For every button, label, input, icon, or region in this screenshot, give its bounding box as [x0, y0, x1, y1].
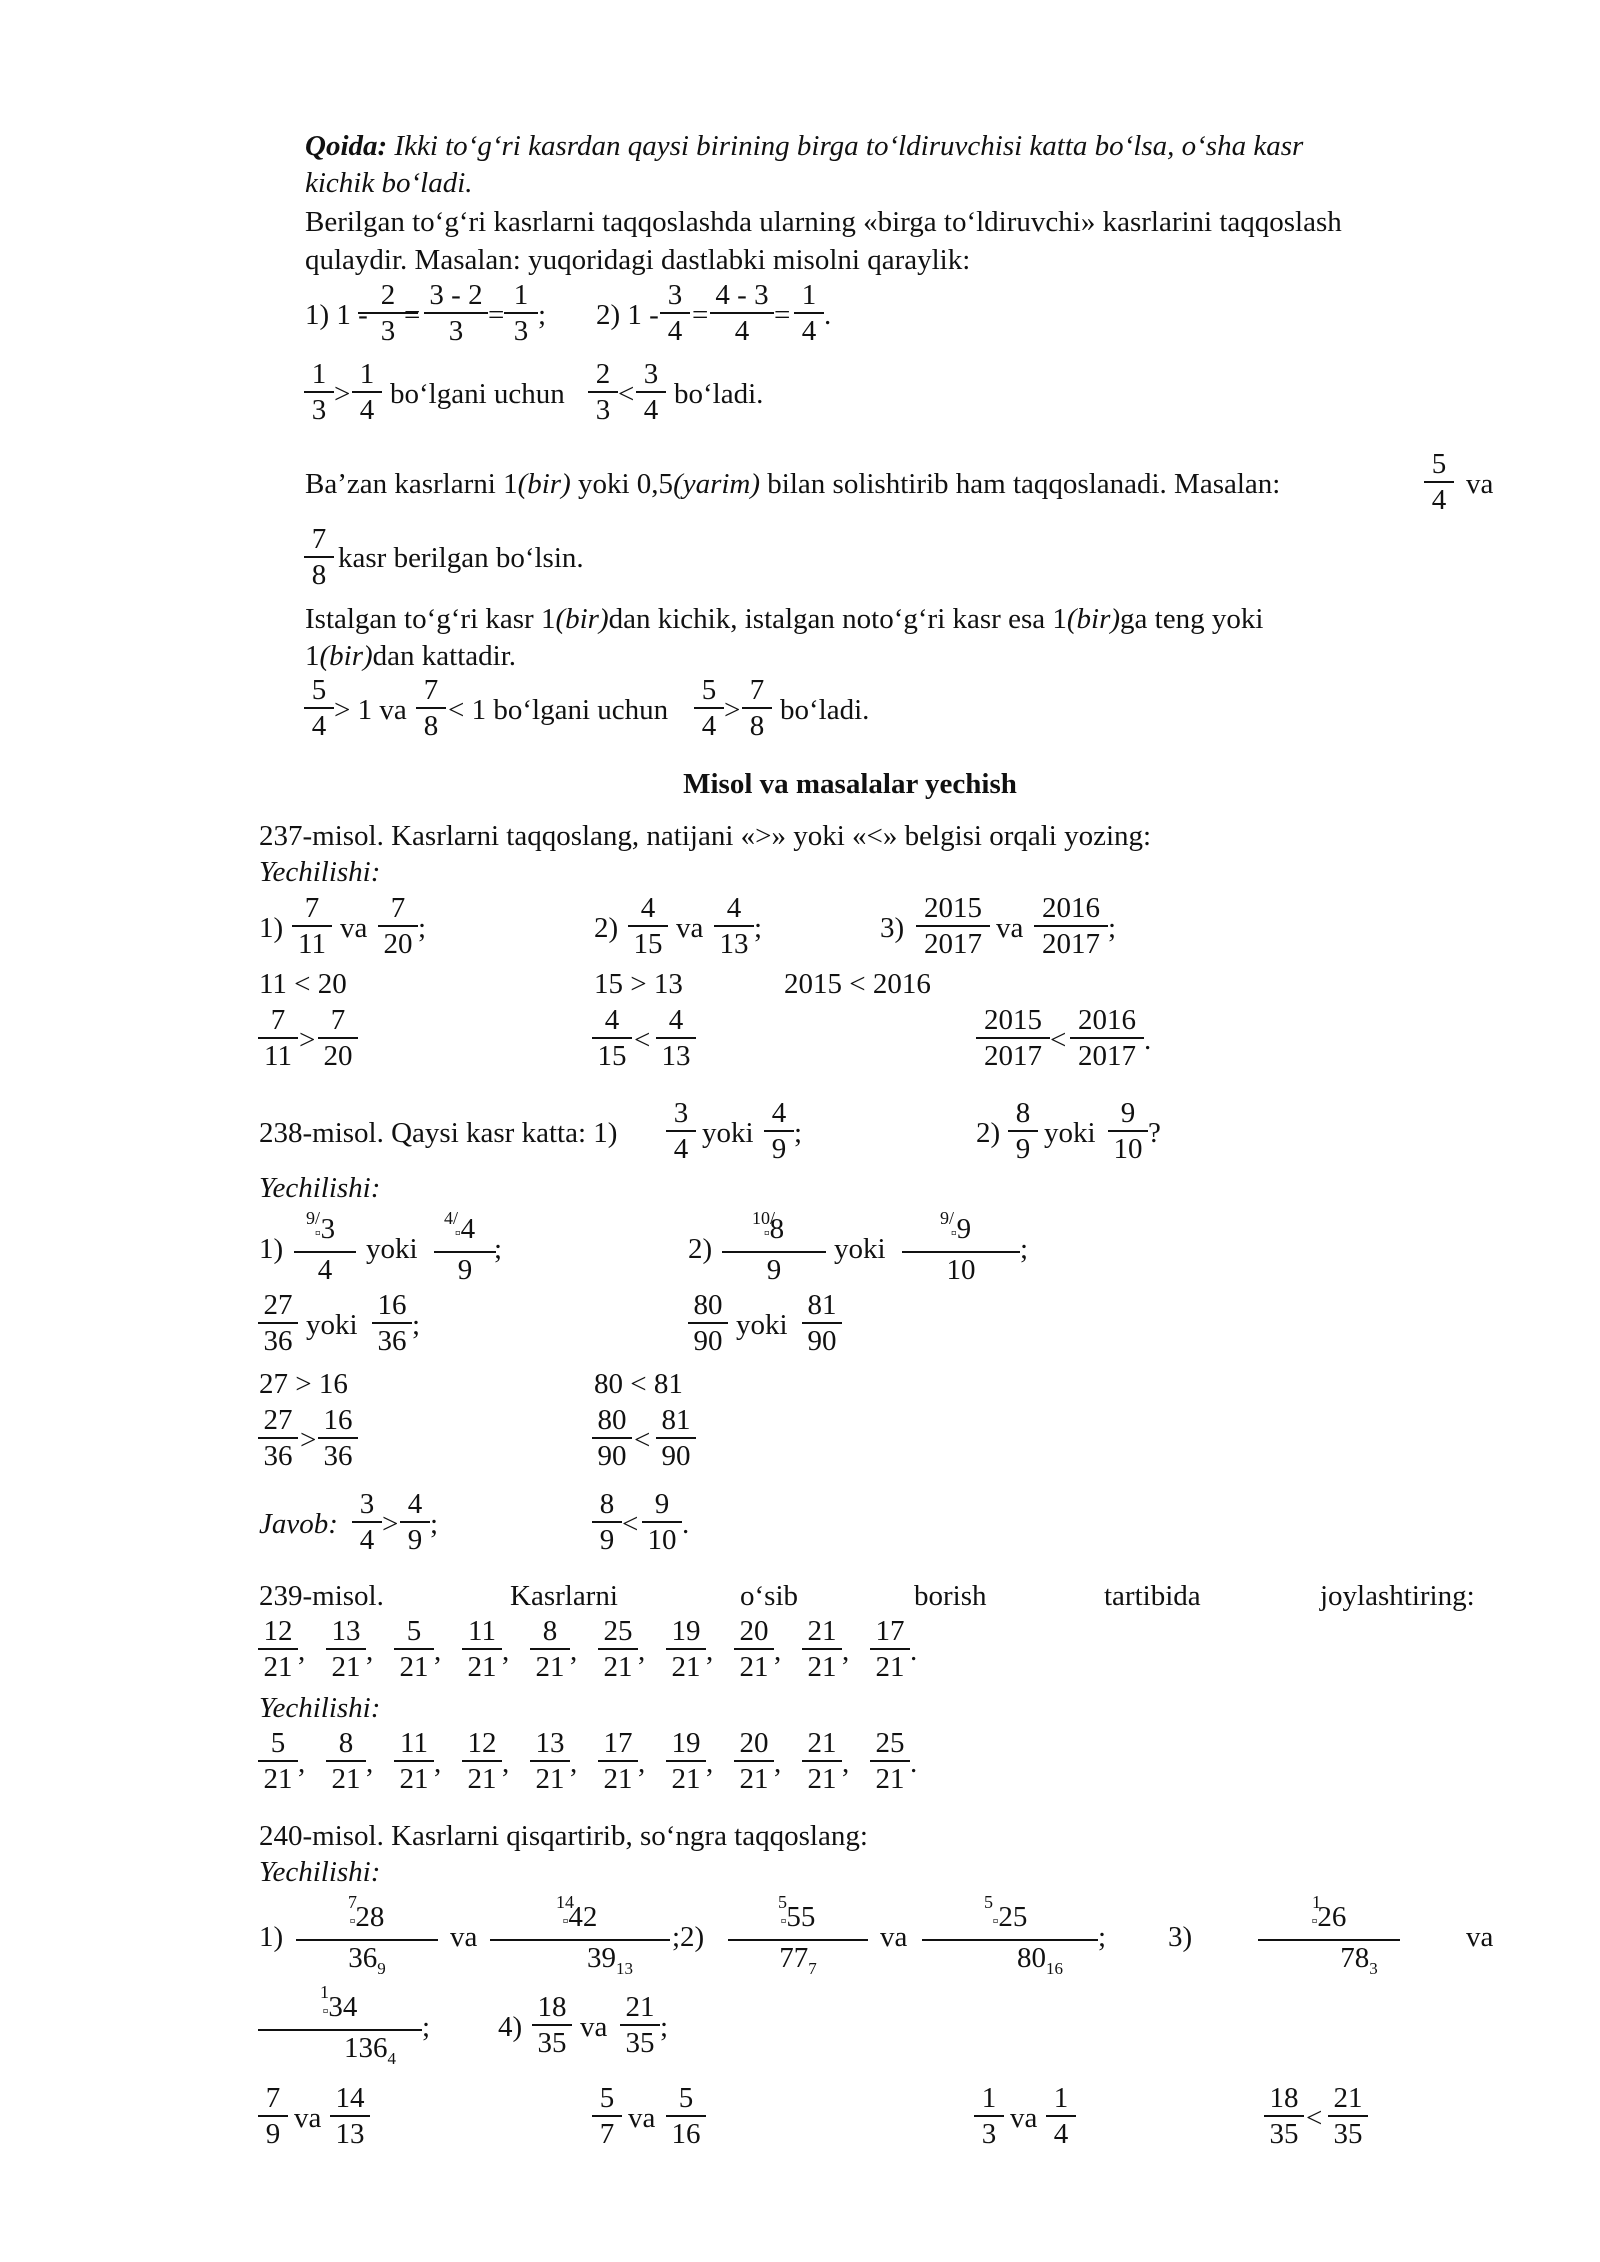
fraction: $\frac{7}{8}$: [742, 673, 772, 743]
semicolon: ;: [430, 1508, 439, 1540]
ex2-text-1: bo‘lgani uchun: [390, 378, 565, 410]
comma: ,: [638, 1635, 646, 1667]
rule-label: Qoida:: [305, 130, 388, 162]
fraction: $\frac{5}{4}$: [304, 673, 334, 743]
fraction: $\frac{4}{13}$: [656, 1003, 696, 1073]
fraction: $\frac{80}{90}$: [688, 1288, 728, 1358]
comma: ,: [638, 1747, 646, 1779]
multiplier: 1: [1312, 1892, 1321, 1912]
fraction: $\frac{5}{16}$: [666, 2081, 706, 2151]
va-word: va: [450, 1921, 478, 1953]
fraction: $\frac{81}{90}$: [802, 1288, 842, 1358]
semicolon: ;: [494, 1233, 503, 1265]
m239-t3: o‘sib: [740, 1580, 798, 1612]
period: .: [824, 299, 832, 331]
fraction: $\frac{9}{10}$: [1108, 1096, 1148, 1166]
comma: ,: [434, 1635, 442, 1667]
semicolon: ;: [412, 1309, 421, 1341]
comma: ,: [774, 1747, 782, 1779]
item-number: 2): [688, 1233, 713, 1265]
semicolon: ;: [754, 912, 763, 944]
item-number: 1): [259, 1921, 284, 1953]
para2-line-1: Ba’zan kasrlarni 1(bir) yoki 0,5(yarim) bilan solishtirib ham taqqoslanadi. Masalan:: [305, 468, 1281, 500]
fraction: $\frac{▫9}{10}$: [902, 1212, 1020, 1287]
yoki-word: yoki: [702, 1117, 754, 1149]
va-word: va: [1010, 2102, 1038, 2134]
fraction: $\frac{81}{90}$: [656, 1403, 696, 1473]
less-than: <: [618, 378, 635, 410]
fraction: $\frac{2}{3}$: [588, 357, 618, 427]
fraction: $\frac{13}{21}$: [326, 1614, 366, 1684]
less-than: <: [634, 1024, 651, 1056]
greater-than: >: [334, 378, 351, 410]
fraction: $\frac{5}{4}$: [694, 673, 724, 743]
comma: ,: [298, 1635, 306, 1667]
va-word: va: [340, 912, 368, 944]
ex3-text-2: < 1 bo‘lgani uchun: [448, 694, 669, 726]
period: .: [682, 1508, 690, 1540]
less-than: <: [622, 1508, 639, 1540]
fraction: $\frac{16}{36}$: [318, 1403, 358, 1473]
solution-label: Yechilishi:: [259, 856, 381, 888]
fraction: $\frac{27}{36}$: [258, 1403, 298, 1473]
fraction: $\frac{2016}{2017}$: [1070, 1003, 1144, 1073]
rule-line-1: [305, 128, 1498, 164]
va-word: va: [676, 912, 704, 944]
fraction: $\frac{16}{36}$: [372, 1288, 412, 1358]
greater-than: >: [724, 694, 741, 726]
fraction: $\frac{19}{21}$: [666, 1614, 706, 1684]
para1-line-1: Berilgan to‘g‘ri kasrlarni taqqoslashda ularning «birga to‘ldiruvchi» kasrlarini taqqoslash: [305, 206, 1342, 238]
item-number: 2): [594, 912, 619, 944]
comma: ,: [706, 1635, 714, 1667]
fraction: $\frac{▫42}{39_{13}}$: [490, 1900, 670, 1986]
fraction: $\frac{21}{21}$: [802, 1614, 842, 1684]
fraction: $\frac{2016}{2017}$: [1034, 891, 1108, 961]
ex1-prefix-2: 2) 1 -: [596, 299, 659, 331]
comma: ,: [842, 1635, 850, 1667]
multiplier: 4/: [444, 1208, 459, 1228]
fraction: $\frac{5}{7}$: [592, 2081, 622, 2151]
fraction: $\frac{▫26}{78_3}$: [1258, 1900, 1400, 1986]
greater-than: >: [300, 1424, 317, 1456]
fraction: $\frac{▫4}{9}$: [434, 1212, 496, 1287]
fraction: $\frac{80}{90}$: [592, 1403, 632, 1473]
item-number: 3): [1168, 1921, 1193, 1953]
comma: ,: [570, 1635, 578, 1667]
semicolon: ;: [1020, 1233, 1029, 1265]
yoki-word: yoki: [736, 1309, 788, 1341]
less-than: <: [1050, 1024, 1067, 1056]
fraction: $\frac{1}{3}$: [504, 278, 538, 348]
fraction: $\frac{4}{9}$: [764, 1096, 794, 1166]
m239-t4: borish: [914, 1580, 987, 1612]
item-number: 1): [259, 1233, 284, 1265]
item-number: 3): [880, 912, 905, 944]
m238-title: 238-misol. Qaysi kasr katta: 1): [259, 1117, 618, 1149]
m240-title: 240-misol. Kasrlarni qisqartirib, so‘ngra taqqoslang:: [259, 1820, 868, 1852]
fraction: $\frac{7}{11}$: [258, 1003, 298, 1073]
fraction: $\frac{19}{21}$: [666, 1726, 706, 1796]
multiplier: 9/: [940, 1208, 955, 1228]
fraction: $\frac{14}{13}$: [330, 2081, 370, 2151]
comparison: 11 < 20: [259, 968, 347, 1000]
equals-sign: =: [774, 299, 791, 331]
multiplier: 9/: [306, 1208, 321, 1228]
fraction: $\frac{5}{21}$: [258, 1726, 298, 1796]
multiplier: 7: [348, 1892, 357, 1912]
ex3-text-3: bo‘ladi.: [780, 694, 870, 726]
question-mark: ?: [1148, 1117, 1161, 1149]
para1-line-2: qulaydir. Masalan: yuqoridagi dastlabki misolni qaraylik:: [305, 244, 971, 276]
solution-label: Yechilishi:: [259, 1172, 381, 1204]
comma: ,: [366, 1635, 374, 1667]
yoki-word: yoki: [1044, 1117, 1096, 1149]
multiplier: 5: [778, 1892, 787, 1912]
fraction: $\frac{13}{21}$: [530, 1726, 570, 1796]
va-word: va: [294, 2102, 322, 2134]
fraction: $\frac{▫34}{136_4}$: [258, 1990, 422, 2076]
fraction: $\frac{1}{4}$: [1046, 2081, 1076, 2151]
yoki-word: yoki: [306, 1309, 358, 1341]
fraction: $\frac{3}{4}$: [352, 1487, 382, 1557]
fraction: $\frac{3 - 2}{3}$: [424, 278, 488, 348]
para3-line-2: 1(bir)dan kattadir.: [305, 640, 517, 672]
fraction: $\frac{27}{36}$: [258, 1288, 298, 1358]
greater-than: >: [382, 1508, 399, 1540]
semicolon: ;: [1108, 912, 1117, 944]
semicolon: ;: [538, 299, 547, 331]
fraction: $\frac{1}{4}$: [794, 278, 824, 348]
fraction: $\frac{25}{21}$: [598, 1614, 638, 1684]
ex2-text-2: bo‘ladi.: [674, 378, 764, 410]
fraction: $\frac{18}{35}$: [1264, 2081, 1304, 2151]
ex1-prefix-1: 1) 1 -: [305, 299, 368, 331]
equals-sign: =: [692, 299, 709, 331]
fraction: $\frac{21}{35}$: [620, 1990, 660, 2060]
period: .: [910, 1747, 918, 1779]
comma: ,: [706, 1747, 714, 1779]
comma: ,: [570, 1747, 578, 1779]
m239-t6: joylashtiring:: [1320, 1580, 1475, 1612]
fraction: $\frac{18}{35}$: [532, 1990, 572, 2060]
fraction: $\frac{3}{4}$: [666, 1096, 696, 1166]
fraction: $\frac{21}{35}$: [1328, 2081, 1368, 2151]
fraction: $\frac{4}{15}$: [592, 1003, 632, 1073]
greater-than: >: [299, 1024, 316, 1056]
item-number: 1): [259, 912, 284, 944]
fraction: $\frac{4}{9}$: [400, 1487, 430, 1557]
fraction: $\frac{8}{21}$: [530, 1614, 570, 1684]
semicolon: ;: [418, 912, 427, 944]
comparison: 15 > 13: [594, 968, 683, 1000]
comma: ,: [774, 1635, 782, 1667]
fraction: $\frac{7}{8}$: [304, 522, 334, 592]
comparison: 80 < 81: [594, 1368, 683, 1400]
section-heading: Misol va masalalar yechish: [683, 768, 1017, 800]
fraction: $\frac{4}{13}$: [714, 891, 754, 961]
fraction: $\frac{▫3}{4}$: [294, 1212, 356, 1287]
fraction: $\frac{25}{21}$: [870, 1726, 910, 1796]
item-number: ;2): [672, 1921, 705, 1953]
fraction: $\frac{7}{11}$: [292, 891, 332, 961]
item-number: 4): [498, 2011, 523, 2043]
fraction: $\frac{▫25}{80_{16}}$: [922, 1900, 1098, 1986]
fraction: $\frac{1}{4}$: [352, 357, 382, 427]
yoki-word: yoki: [366, 1233, 418, 1265]
m239-t5: tartibida: [1104, 1580, 1201, 1612]
period: .: [910, 1635, 918, 1667]
fraction: $\frac{9}{10}$: [642, 1487, 682, 1557]
less-than: <: [634, 1424, 651, 1456]
fraction: $\frac{4 - 3}{4}$: [710, 278, 774, 348]
va-word: va: [1466, 468, 1494, 500]
semicolon: ;: [794, 1117, 803, 1149]
rule-line-2: kichik bo‘ladi.: [305, 167, 473, 199]
fraction: $\frac{11}{21}$: [462, 1614, 502, 1684]
yoki-word: yoki: [834, 1233, 886, 1265]
comma: ,: [298, 1747, 306, 1779]
m237-title: 237-misol. Kasrlarni taqqoslang, natijani «>» yoki «<» belgisi orqali yozing:: [259, 820, 1152, 852]
fraction: $\frac{8}{9}$: [592, 1487, 622, 1557]
va-word: va: [880, 1921, 908, 1953]
fraction: $\frac{21}{21}$: [802, 1726, 842, 1796]
fraction: $\frac{20}{21}$: [734, 1614, 774, 1684]
fraction: $\frac{7}{9}$: [258, 2081, 288, 2151]
ex3-text-1: > 1 va: [334, 694, 407, 726]
solution-label: Yechilishi:: [259, 1856, 381, 1888]
fraction: $\frac{8}{9}$: [1008, 1096, 1038, 1166]
comma: ,: [366, 1747, 374, 1779]
fraction: $\frac{4}{15}$: [628, 891, 668, 961]
fraction: $\frac{17}{21}$: [870, 1614, 910, 1684]
va-word: va: [580, 2011, 608, 2043]
period: .: [1144, 1024, 1152, 1056]
semicolon: ;: [660, 2011, 669, 2043]
para3-line-1: Istalgan to‘g‘ri kasr 1(bir)dan kichik, istalgan noto‘g‘ri kasr esa 1(bir)ga teng yoki: [305, 603, 1264, 635]
va-word: va: [996, 912, 1024, 944]
para2-line-2: kasr berilgan bo‘lsin.: [338, 542, 584, 574]
fraction: $\frac{17}{21}$: [598, 1726, 638, 1796]
comma: ,: [502, 1747, 510, 1779]
fraction: $\frac{7}{8}$: [416, 673, 446, 743]
fraction: $\frac{2015}{2017}$: [976, 1003, 1050, 1073]
m239-t1: 239-misol.: [259, 1580, 384, 1612]
fraction: $\frac{12}{21}$: [258, 1614, 298, 1684]
fraction: $\frac{2}{3}$: [358, 278, 418, 348]
equals-sign: =: [488, 299, 505, 331]
fraction: $\frac{5}{21}$: [394, 1614, 434, 1684]
multiplier: 14: [556, 1892, 574, 1912]
fraction: $\frac{1}{3}$: [974, 2081, 1004, 2151]
va-word: va: [1466, 1921, 1494, 1953]
fraction: $\frac{5}{4}$: [1424, 447, 1454, 517]
solution-label: Yechilishi:: [259, 1692, 381, 1724]
multiplier: 1: [320, 1982, 329, 2002]
semicolon: ;: [422, 2011, 431, 2043]
multiplier: 5: [984, 1892, 993, 1912]
comma: ,: [842, 1747, 850, 1779]
fraction: $\frac{▫28}{36_9}$: [296, 1900, 438, 1986]
m239-t2: Kasrlarni: [510, 1580, 618, 1612]
fraction: $\frac{3}{4}$: [636, 357, 666, 427]
fraction: $\frac{7}{20}$: [318, 1003, 358, 1073]
answer-label: Javob:: [259, 1508, 338, 1540]
comma: ,: [434, 1747, 442, 1779]
comma: ,: [502, 1635, 510, 1667]
fraction: $\frac{20}{21}$: [734, 1726, 774, 1796]
fraction: $\frac{2015}{2017}$: [916, 891, 990, 961]
fraction: $\frac{3}{4}$: [660, 278, 690, 348]
equals-sign: =: [404, 299, 421, 331]
comparison: 2015 < 2016: [784, 968, 931, 1000]
fraction: $\frac{▫8}{9}$: [722, 1212, 826, 1287]
item-number: 2): [976, 1117, 1001, 1149]
fraction: $\frac{7}{20}$: [378, 891, 418, 961]
multiplier: 10/: [752, 1208, 776, 1228]
fraction: $\frac{11}{21}$: [394, 1726, 434, 1796]
va-word: va: [628, 2102, 656, 2134]
fraction: $\frac{12}{21}$: [462, 1726, 502, 1796]
comparison: 27 > 16: [259, 1368, 348, 1400]
fraction: $\frac{▫55}{77_7}$: [728, 1900, 868, 1986]
fraction: $\frac{8}{21}$: [326, 1726, 366, 1796]
rule-text-1: Ikki to‘g‘ri kasrdan qaysi birining birga to‘ldiruvchisi katta bo‘lsa, o‘sha kasr: [394, 130, 1304, 162]
semicolon: ;: [1098, 1921, 1107, 1953]
less-than: <: [1306, 2102, 1323, 2134]
fraction: $\frac{1}{3}$: [304, 357, 334, 427]
